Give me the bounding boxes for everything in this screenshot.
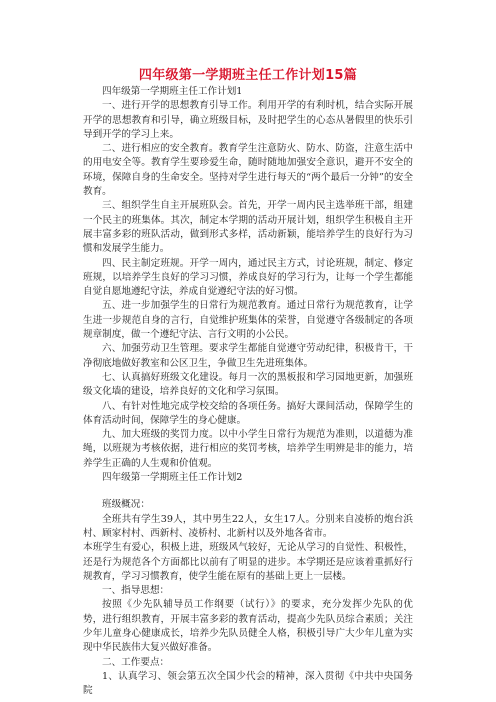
paragraph: 八、有针对性地完成学校交给的各项任务。搞好大课间活动，保障学生的体育活动时间，保障学生的身心健康。 <box>83 400 413 426</box>
section-heading: 四年级第一学期班主任工作计划2 <box>102 472 243 484</box>
paragraph: 二、进行相应的安全教育。教育学生注意防火、防水、防盗，注意生活中的用电安全等。教育学生要珍爱生命，随时随地加强安全意识，避开不安全的环境，保障自身的生命安全。坚持对学生进行每天的“两个最后一分钟”的安全教育。 <box>83 143 413 198</box>
paragraph: 全班共有学生39人，其中男生22人，女生17人。分别来自凌桥的炮台浜村、顾家村村、西新村、凌桥村、北新村以及外地各省市。 <box>83 513 413 539</box>
document-body <box>83 85 413 698</box>
section-heading: 四年级第一学期班主任工作计划1 <box>102 86 243 97</box>
document-title: 四年级第一学期班主任工作计划15篇 <box>138 68 358 83</box>
paragraph: 九、加大班级的奖罚力度。以中小学生日常行为规范为准则，以道德为准绳，以班规为考核依据，进行相应的奖罚考核，培养学生明辨是非的能力，培养学生正确的人生观和价值观。 <box>83 429 413 469</box>
paragraph: 一、进行开学的思想教育引导工作。利用开学的有利时机，结合实际开展开学的思想教育和引导，确立班级目标，及时把学生的心态从暑假里的快乐引导到开学的学习上来。 <box>83 100 413 140</box>
paragraph: 七、认真搞好班级文化建设。每月一次的黑板报和学习园地更新，加强班级文化墙的建设，培养良好的文化和学习氛围。 <box>83 371 413 398</box>
paragraph: 一、指导思想： <box>102 585 170 597</box>
paragraph: 三、组织学生自主开展班队会。首先，开学一周内民主选举班干部，组建一个民主的班集体。其次，制定本学期的活动开展计划，组织学生积极自主开展丰富多彩的班队活动，做到形式多样，活动新颖，能培养学生的良好行为习惯和发展学生能力。 <box>83 200 413 255</box>
paragraph: 六、加强劳动卫生管理。要求学生都能自觉遵守劳动纪律，积极肯干，干净彻底地做好教室和公区卫生，争做卫生先进班集体。 <box>83 343 413 369</box>
paragraph: 1、认真学习、领会第五次全国少代会的精神，深入贯彻《中共中央国务院 <box>83 670 413 697</box>
paragraph: 班级概况： <box>102 499 150 511</box>
paragraph: 四、民主制定班规。开学一周内，通过民主方式，讨论班规，制定、修定班规，以培养学生良好的学习习惯，养成良好的学习行为，让每一个学生都能自觉自愿地遵纪守法，养成自觉遵纪守法的好习惯。 <box>83 257 413 298</box>
paragraph: 五、进一步加强学生的日常行为规范教育。通过日常行为规范教育，让学生进一步规范自身的言行，自觉维护班集体的荣誉，自觉遵守各级制定的各项规章制度，做一个遵纪守法、言行文明的小公民。 <box>83 300 413 341</box>
paragraph: 本班学生有爱心，积极上进，班级风气较好，无论从学习的自觉性、积极性，还是行为规范各个方面都比以前有了明显的进步。本学期还是应该着重抓好行规教育，学习习惯教育，使学生能在原有的基础上更上一层楼。 <box>83 542 413 582</box>
paragraph: 按照《少先队辅导员工作纲要（试行）》的要求，充分发挥少先队的优势，进行组织教育，开展丰富多彩的教育活动，提高少先队员综合素质；关注少年儿童身心健康成长，培养少先队员健全人格，积极引导广大少年儿童为实现中华民族伟大复兴做好准备。 <box>83 599 413 654</box>
paragraph: 二、工作要点： <box>102 656 170 668</box>
